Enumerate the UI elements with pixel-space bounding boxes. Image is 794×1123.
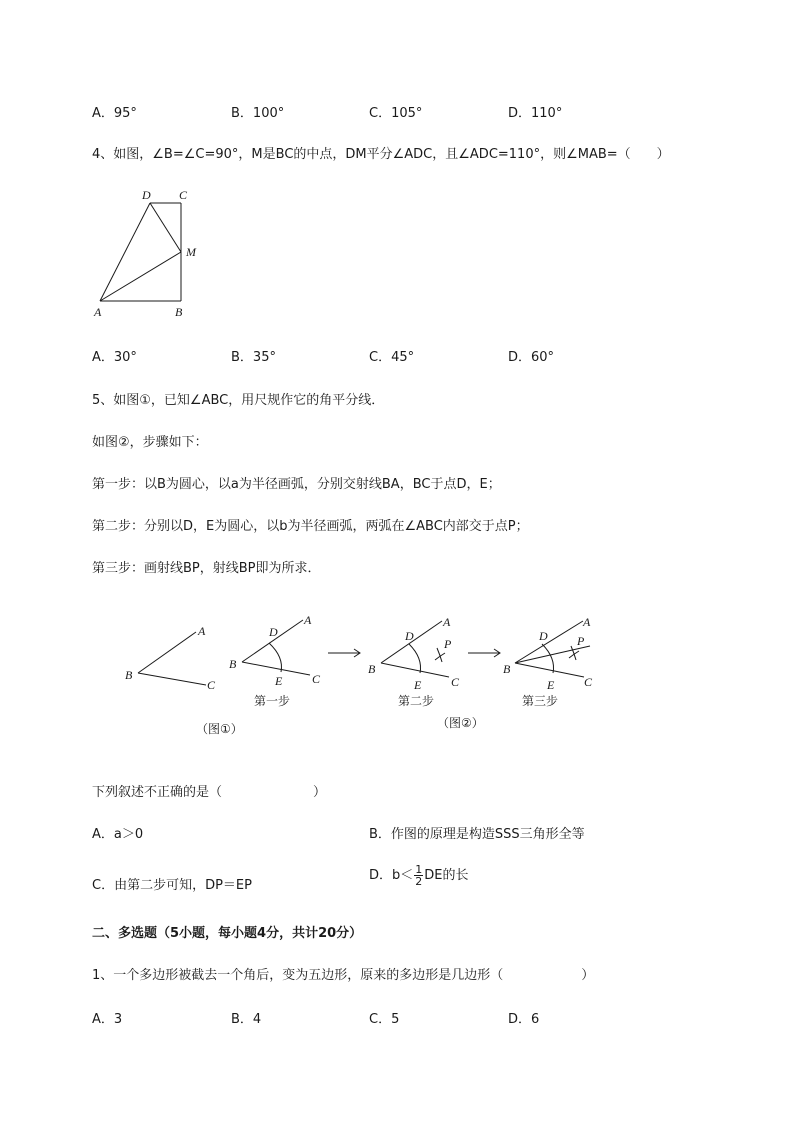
q5-s1-label-e: E — [275, 674, 283, 688]
q5-fig1-label-c: C — [207, 678, 216, 692]
q5-s1-label-a: A — [304, 613, 312, 627]
q5-s1-label-d: D — [269, 625, 278, 639]
q5-option-b: B．作图的原理是构造SSS三角形全等 — [369, 827, 585, 842]
q5-fig1-label-b: B — [125, 668, 133, 682]
q5-s3-label-d: D — [539, 629, 548, 643]
section2-heading: 二、多选题（5小题，每小题4分，共计20分） — [92, 926, 363, 941]
q5-option-d-suffix: DE的长 — [424, 868, 469, 883]
mq1-option-a: A．3 — [92, 1012, 123, 1027]
q5-intro: 如图②，步骤如下： — [92, 435, 208, 450]
mq1-options — [92, 1008, 692, 1026]
q5-fig1-caption: （图①） — [196, 722, 243, 736]
q5-option-d-num: 1 — [415, 863, 423, 876]
q5-option-d-prefix: D．b＜ — [369, 868, 414, 883]
q5-s2-label-c: C — [451, 675, 460, 689]
mq1-option-d: D．6 — [508, 1012, 540, 1027]
mq1-stem: 1、一个多边形被截去一个角后，变为五边形，原来的多边形是几边形（ ） — [92, 968, 595, 983]
q4-stem-prefix: 4、如图， — [92, 147, 153, 162]
q5-s3-label-p: P — [577, 634, 585, 648]
q5-s2-label-p: P — [444, 637, 452, 651]
q5-option-c: C．由第二步可知，DP＝EP — [92, 878, 252, 893]
q3-options — [92, 102, 692, 120]
q5-fig1-label-a: A — [198, 624, 206, 638]
q4-label-c: C — [179, 188, 188, 202]
q4-option-c: C．45° — [369, 350, 415, 365]
q5-option-d-fraction — [414, 864, 423, 887]
q5-caption-step3: 第三步 — [522, 694, 559, 708]
q5-option-d — [369, 864, 469, 887]
q5-fig2-caption: （图②） — [437, 716, 484, 730]
q4-label-d: D — [142, 188, 151, 202]
q5-question: 下列叙述不正确的是（ ） — [92, 785, 327, 800]
q5-s2-label-e: E — [414, 678, 422, 692]
q5-s3-label-e: E — [547, 678, 555, 692]
q5-s2-label-a: A — [443, 615, 451, 629]
q4-figure — [88, 185, 218, 320]
q4-option-a: A．30° — [92, 350, 137, 365]
q3-option-d: D．110° — [508, 106, 563, 121]
mq1-option-c: C．5 — [369, 1012, 400, 1027]
q5-caption-step2: 第二步 — [398, 694, 435, 708]
q4-options — [92, 346, 692, 364]
q3-option-a: A．95° — [92, 106, 137, 121]
q4-option-b: B．35° — [231, 350, 276, 365]
q4-label-b: B — [175, 305, 183, 319]
q5-option-d-den: 2 — [415, 875, 423, 888]
q3-option-b: B．100° — [231, 106, 285, 121]
q5-caption-step1: 第一步 — [254, 694, 291, 708]
mq1-option-b: B．4 — [231, 1012, 262, 1027]
q4-label-a: A — [94, 305, 102, 319]
q5-stem: 5、如图①，已知∠ABC，用尺规作它的角平分线． — [92, 393, 385, 408]
q5-s3-label-c: C — [584, 675, 593, 689]
q4-label-m: M — [186, 245, 196, 259]
q5-figure — [118, 605, 618, 745]
q5-s3-label-b: B — [503, 662, 511, 676]
q5-s2-label-b: B — [368, 662, 376, 676]
q3-option-c: C．105° — [369, 106, 423, 121]
q4-stem-math: ∠B=∠C=90°，M是BC的中点，DM平分∠ADC，且∠ADC=110°，则∠MAB=（ ） — [152, 147, 670, 162]
q5-s3-label-a: A — [583, 615, 591, 629]
q4-stem — [92, 143, 670, 162]
q5-step3: 第三步：画射线BP，射线BP即为所求． — [92, 561, 321, 576]
q5-option-a: A．a＞0 — [92, 827, 144, 842]
q4-option-d: D．60° — [508, 350, 555, 365]
q5-s1-label-c: C — [312, 672, 321, 686]
q5-s2-label-d: D — [405, 629, 414, 643]
q5-step1: 第一步：以B为圆心，以a为半径画弧，分别交射线BA，BC于点D，E； — [92, 477, 501, 492]
q5-s1-label-b: B — [229, 657, 237, 671]
q5-step2: 第二步：分别以D，E为圆心，以b为半径画弧，两弧在∠ABC内部交于点P； — [92, 519, 529, 534]
